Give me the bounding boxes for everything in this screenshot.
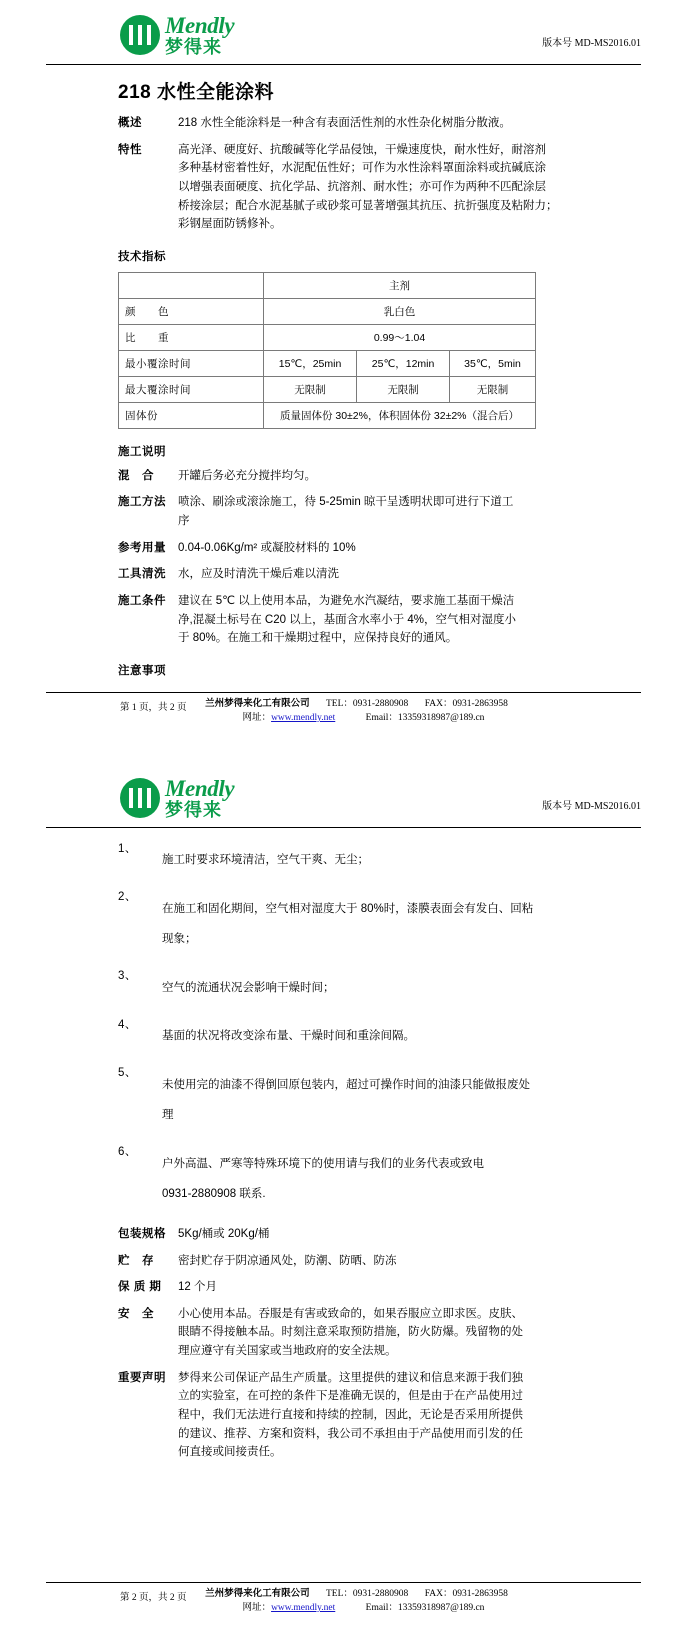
list-item	[0, 1064, 637, 1136]
text-line: 现象；	[162, 933, 197, 945]
footer-website-link[interactable]: www.mendly.net	[271, 1603, 336, 1613]
section-label: 参考用量	[118, 541, 166, 554]
logo-text-cn: 梦得来	[165, 799, 222, 820]
section-shelf-life	[0, 1278, 637, 1297]
text-line: 5Kg/桶或 20Kg/桶	[178, 1227, 270, 1240]
section-text	[178, 467, 637, 486]
construction-usage	[0, 539, 637, 558]
section-label: 保 质 期	[118, 1281, 162, 1294]
table-cell-value: 25℃，12min	[357, 350, 450, 376]
logo-mark-icon	[120, 778, 160, 818]
text-line: 多种基材密着性好，水泥配伍性好；可作为水性涂料罩面涂料或抗碱底涂	[178, 162, 546, 175]
page-number: 第 2 页，共 2 页	[120, 1592, 187, 1603]
list-item-text	[162, 1143, 637, 1215]
text-line: 密封贮存于阴凉通风处，防潮、防晒、防冻	[178, 1254, 397, 1267]
logo-text	[165, 14, 234, 56]
section-safety	[0, 1305, 637, 1361]
list-item-index: 6、	[118, 1146, 137, 1159]
text-line: 水，应及时清洗干燥后难以清洗	[178, 568, 339, 581]
section-features	[0, 141, 637, 234]
section-label: 安 全	[118, 1307, 154, 1320]
page2-footer	[0, 1582, 687, 1617]
footer-divider	[46, 692, 641, 693]
footer-web-label: 网址：	[242, 713, 272, 723]
section-text	[178, 565, 637, 584]
section-label: 施工条件	[118, 594, 166, 607]
text-line: 高光泽、硬度好、抗酸碱等化学品侵蚀，干燥速度快，耐水性好，耐溶剂	[178, 143, 546, 156]
text-line: 理应遵守有关国家或当地政府的安全法规。	[178, 1345, 397, 1357]
page-title: 218 水性全能涂料	[118, 82, 274, 103]
list-item	[0, 967, 637, 1009]
text-line: 建议在 5℃ 以上使用本品，为避免水汽凝结，要求施工基面干燥洁	[178, 594, 515, 607]
section-text	[178, 141, 637, 234]
text-line: 以增强表面硬度、抗化学品、抗溶剂、耐水性；亦可作为两种不匹配涂层	[178, 180, 546, 193]
section-label: 施工方法	[118, 496, 166, 509]
logo-text-en: Mendly	[165, 13, 235, 38]
section-overview	[0, 114, 637, 133]
text-line: 施工时要求环境清洁，空气干爽、无尘；	[162, 854, 369, 867]
footer-company: 兰州梦得来化工有限公司	[205, 1588, 310, 1599]
footer-email-label: Email：	[365, 1603, 398, 1613]
construction-cleaning	[0, 565, 637, 584]
section-packaging	[0, 1225, 637, 1244]
footer-website-link[interactable]: www.mendly.net	[271, 713, 336, 723]
table-cell-key: 比 重	[119, 324, 264, 350]
page1-body	[0, 114, 687, 678]
brand-logo	[120, 777, 234, 819]
table-cell-value: 质量固体份 30±2%，体积固体份 32±2%（混合后）	[264, 402, 536, 428]
section-text	[178, 592, 637, 648]
logo-text-en: Mendly	[165, 775, 235, 801]
list-item-index: 3、	[118, 970, 137, 983]
table-cell-key: 最小覆涂时间	[119, 350, 264, 376]
logo-text	[165, 777, 234, 819]
table-cell-value: 15℃，25min	[264, 350, 357, 376]
list-item	[0, 888, 637, 960]
table-cell-key: 固体份	[119, 402, 264, 428]
footer-tel: TEL：0931-2880908	[325, 698, 409, 709]
spec-table-wrapper	[118, 272, 637, 429]
section-label: 特性	[118, 143, 142, 156]
text-line: 梦得来公司保证产品生产质量。这里提供的建议和信息来源于我们独	[178, 1371, 523, 1384]
footer-email: 13359318987@189.cn	[397, 1603, 485, 1613]
list-item	[0, 1016, 637, 1058]
text-line: 彩钢屋面防锈修补。	[178, 218, 282, 231]
text-line: 基面的状况将改变涂布量、干燥时间和重涂间隔。	[162, 1030, 415, 1043]
table-header-main: 主剂	[264, 272, 536, 298]
table-cell-value: 无限制	[264, 376, 357, 402]
footer-email: 13359318987@189.cn	[397, 713, 485, 723]
page1-footer	[0, 692, 687, 727]
text-line: 小心使用本品。吞服是有害或致命的，如果吞服应立即求医。皮肤、	[178, 1307, 523, 1320]
text-line: 桥接涂层；配合水泥基腻子或砂浆可显著增强其抗压、抗折强度及粘附力；	[178, 199, 558, 212]
table-row	[119, 324, 536, 350]
construction-conditions	[0, 592, 637, 648]
text-line: 未使用完的油漆不得倒回原包装内，超过可操作时间的油漆只能做报废处	[162, 1078, 530, 1091]
section-text	[178, 493, 637, 530]
list-item-text	[162, 1064, 637, 1136]
table-row	[119, 298, 536, 324]
text-line: 0931-2880908 联系.	[162, 1187, 266, 1200]
list-item-index: 1、	[118, 842, 137, 855]
section-text	[178, 114, 637, 133]
table-cell-key: 颜 色	[119, 298, 264, 324]
version-label: 版本号 MD-MS2016.01	[542, 38, 641, 49]
page2-body	[0, 828, 687, 1462]
text-line: 空气的流通状况会影响干燥时间；	[162, 981, 335, 994]
table-cell-value: 无限制	[450, 376, 536, 402]
section-label: 重要声明	[118, 1371, 166, 1384]
list-item-index: 4、	[118, 1018, 137, 1031]
text-line: 的建议、推荐、方案和资料，我公司不承担由于产品使用而引发的任	[178, 1427, 523, 1440]
logo-mark-icon	[120, 15, 160, 55]
text-line: 开罐后务必充分搅拌均匀。	[178, 469, 316, 482]
footer-email-label: Email：	[365, 713, 398, 723]
text-line: 净,混凝土标号在 C20 以上，基面含水率小于 4%，空气相对湿度小	[178, 613, 516, 626]
list-item	[0, 1143, 637, 1215]
table-cell-value: 乳白色	[264, 298, 536, 324]
footer-web-label: 网址：	[242, 1603, 272, 1613]
text-line: 理	[162, 1109, 174, 1121]
section-text	[178, 1225, 637, 1244]
table-cell-value: 0.99～1.04	[264, 324, 536, 350]
list-item-text	[162, 1016, 637, 1058]
list-item-text	[162, 888, 637, 960]
section-text	[178, 539, 637, 558]
text-line: 眼睛不得接触本品。时刻注意采取预防措施，防火防爆。残留物的处	[178, 1326, 523, 1339]
section-text	[178, 1252, 637, 1271]
table-cell-value: 无限制	[357, 376, 450, 402]
section-text	[178, 1305, 637, 1361]
list-item-text	[162, 840, 637, 882]
section-label: 工具清洗	[118, 568, 166, 581]
section-disclaimer	[0, 1369, 637, 1462]
section-label: 混 合	[118, 469, 154, 482]
section-label: 贮 存	[118, 1254, 154, 1267]
footer-fax: FAX：0931-2863958	[424, 698, 508, 709]
text-line: 0.04-0.06Kg/m² 或凝胶材料的 10%	[178, 541, 356, 554]
section-storage	[0, 1252, 637, 1271]
page-header	[0, 763, 687, 825]
text-line: 12 个月	[178, 1281, 217, 1294]
footer-fax: FAX：0931-2863958	[424, 1588, 508, 1599]
section-label: 包装规格	[118, 1227, 166, 1240]
text-line: 在施工和固化期间，空气相对湿度大于 80%时，漆膜表面会有发白、回粘	[162, 902, 534, 915]
text-line: 于 80%。在施工和干燥期过程中，应保持良好的通风。	[178, 632, 458, 645]
list-item-index: 2、	[118, 891, 137, 904]
text-line: 何直接或间接责任。	[178, 1446, 282, 1459]
footer-company: 兰州梦得来化工有限公司	[205, 698, 310, 709]
text-line: 喷涂、刷涂或滚涂施工，待 5-25min 晾干呈透明状即可进行下道工	[178, 496, 514, 509]
notice-heading: 注意事项	[118, 664, 166, 677]
text-line: 户外高温、严寒等特殊环境下的使用请与我们的业务代表或致电	[162, 1157, 484, 1170]
section-label: 概述	[118, 117, 142, 129]
table-cell-value: 35℃，5min	[450, 350, 536, 376]
document-page-2	[0, 763, 687, 1627]
table-row	[119, 402, 536, 428]
footer-divider	[46, 1582, 641, 1583]
page-gap	[0, 737, 687, 763]
construction-method	[0, 493, 637, 530]
footer-tel: TEL：0931-2880908	[325, 1588, 409, 1599]
table-row	[119, 350, 536, 376]
section-text	[178, 1278, 637, 1297]
logo-text-cn: 梦得来	[165, 37, 222, 57]
document-page-1	[0, 0, 687, 737]
version-label: 版本号 MD-MS2016.01	[542, 800, 641, 812]
spec-table	[118, 272, 536, 429]
construction-heading: 施工说明	[118, 445, 166, 458]
text-line: 程中，我们无法进行直接和持续的控制，因此，无论是否采用所提供	[178, 1408, 523, 1421]
page-number: 第 1 页，共 2 页	[120, 702, 187, 713]
list-item-index: 5、	[118, 1067, 137, 1080]
brand-logo	[120, 14, 234, 56]
table-header-row	[119, 272, 536, 298]
construction-mix	[0, 467, 637, 486]
section-text	[178, 1369, 637, 1462]
text-line: 序	[178, 515, 190, 527]
text-line: 立的实验室，在可控的条件下是准确无误的，但是由于在产品使用过	[178, 1390, 523, 1403]
table-row	[119, 376, 536, 402]
spec-heading: 技术指标	[118, 250, 166, 263]
list-item	[0, 840, 637, 882]
list-item-text	[162, 967, 637, 1009]
text-line: 218 水性全能涂料是一种含有表面活性剂的水性杂化树脂分散液。	[178, 117, 511, 129]
table-cell-key: 最大覆涂时间	[119, 376, 264, 402]
page-header	[0, 0, 687, 62]
header-divider	[46, 64, 641, 65]
table-header-blank	[119, 272, 264, 298]
